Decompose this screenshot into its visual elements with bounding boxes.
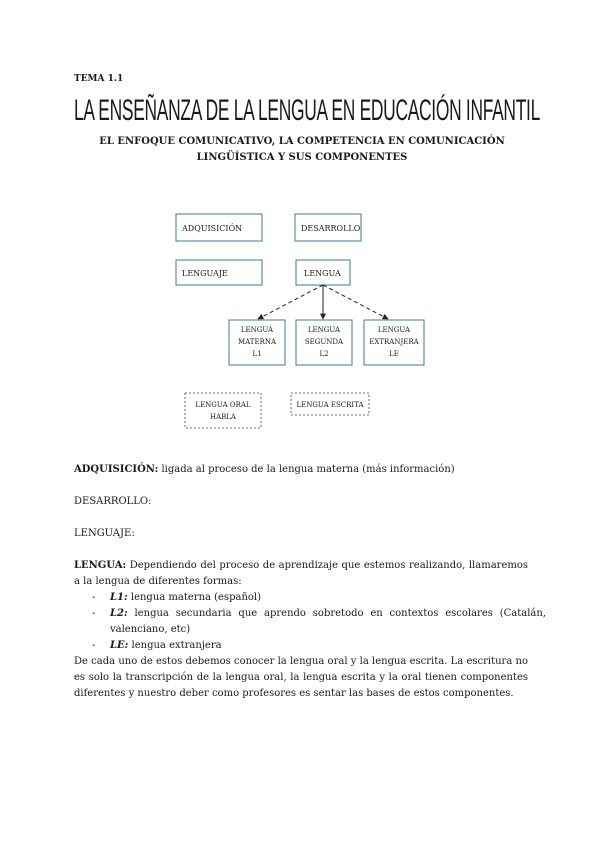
arrow-to-le <box>323 285 388 319</box>
box-le-line2: EXTRANJERA <box>369 338 419 346</box>
list-item-text: lengua materna (español) <box>127 592 262 603</box>
lengua-definition: Dependiendo del proceso de aprendizaje que estemos realizando, llamaremos a la lengua de diferentes formas: <box>74 560 528 587</box>
box-lengua-oral-line1: LENGUA ORAL <box>195 401 251 409</box>
list-dash: - <box>92 592 96 603</box>
list-item <box>92 638 528 654</box>
box-desarrollo-label: DESARROLLO <box>301 224 361 233</box>
box-l1-line3: L1 <box>252 350 262 358</box>
box-l2-line1: LENGUA <box>307 326 341 334</box>
list-item <box>92 606 546 638</box>
list-dash: - <box>92 640 96 651</box>
box-lengua-oral <box>185 393 261 428</box>
box-lengua-oral-line2: HABLA <box>209 413 237 421</box>
lengua-paragraph <box>74 558 528 590</box>
list-dash: - <box>92 608 96 619</box>
box-lengua-escrita-label: LENGUA ESCRITA <box>296 401 364 409</box>
list-item-label: L1: <box>110 592 128 603</box>
page-title: LA ENSEÑANZA DE LA LENGUA EN EDUCACIÓN INFANTIL <box>74 94 540 127</box>
box-l1-line2: MATERNA <box>237 338 277 346</box>
desarrollo-paragraph: DESARROLLO: <box>74 496 152 507</box>
lengua-term: LENGUA: <box>74 560 127 571</box>
box-lengua-label: LENGUA <box>304 269 341 278</box>
box-adquisicion-label: ADQUISICIÓN <box>182 224 243 233</box>
box-le-line1: LENGUA <box>377 326 411 334</box>
list-item <box>92 590 528 606</box>
box-le-line3: LE <box>389 350 399 358</box>
box-l2-line3: L2 <box>319 350 329 358</box>
box-l2-line2: SEGUNDA <box>304 338 344 346</box>
box-l1-line1: LENGUA <box>240 326 274 334</box>
box-lenguaje-label: LENGUAJE <box>182 269 228 278</box>
adquisicion-definition: ligada al proceso de la lengua materna (más información) <box>158 464 455 475</box>
list-item-label: LE: <box>110 640 129 651</box>
closing-paragraph: De cada uno de estos debemos conocer la lengua oral y la lengua escrita. La escritura no es solo la transcripción de la lengua oral, la lengua escrita y la oral tienen componentes diferentes y nuestro deber como profesores es sentar las bases de estos componentes. <box>74 656 528 699</box>
list-item-label: L2: <box>110 608 128 619</box>
list-item-text: lengua extranjera <box>128 640 222 651</box>
page-subtitle: EL ENFOQUE COMUNICATIVO, LA COMPETENCIA EN COMUNICACIÓN LINGÜÍSTICA Y SUS COMPONENTES <box>99 136 505 163</box>
adquisicion-paragraph <box>74 462 528 478</box>
topic-number: TEMA 1.1 <box>74 74 124 84</box>
list-item-text: lengua secundaria que aprendo sobretodo en contextos escolares (Catalán, valenciano, etc) <box>110 608 546 635</box>
adquisicion-term: ADQUISICIÓN: <box>74 464 159 475</box>
arrow-to-l1 <box>258 285 323 319</box>
lenguaje-paragraph: LENGUAJE: <box>74 528 135 539</box>
